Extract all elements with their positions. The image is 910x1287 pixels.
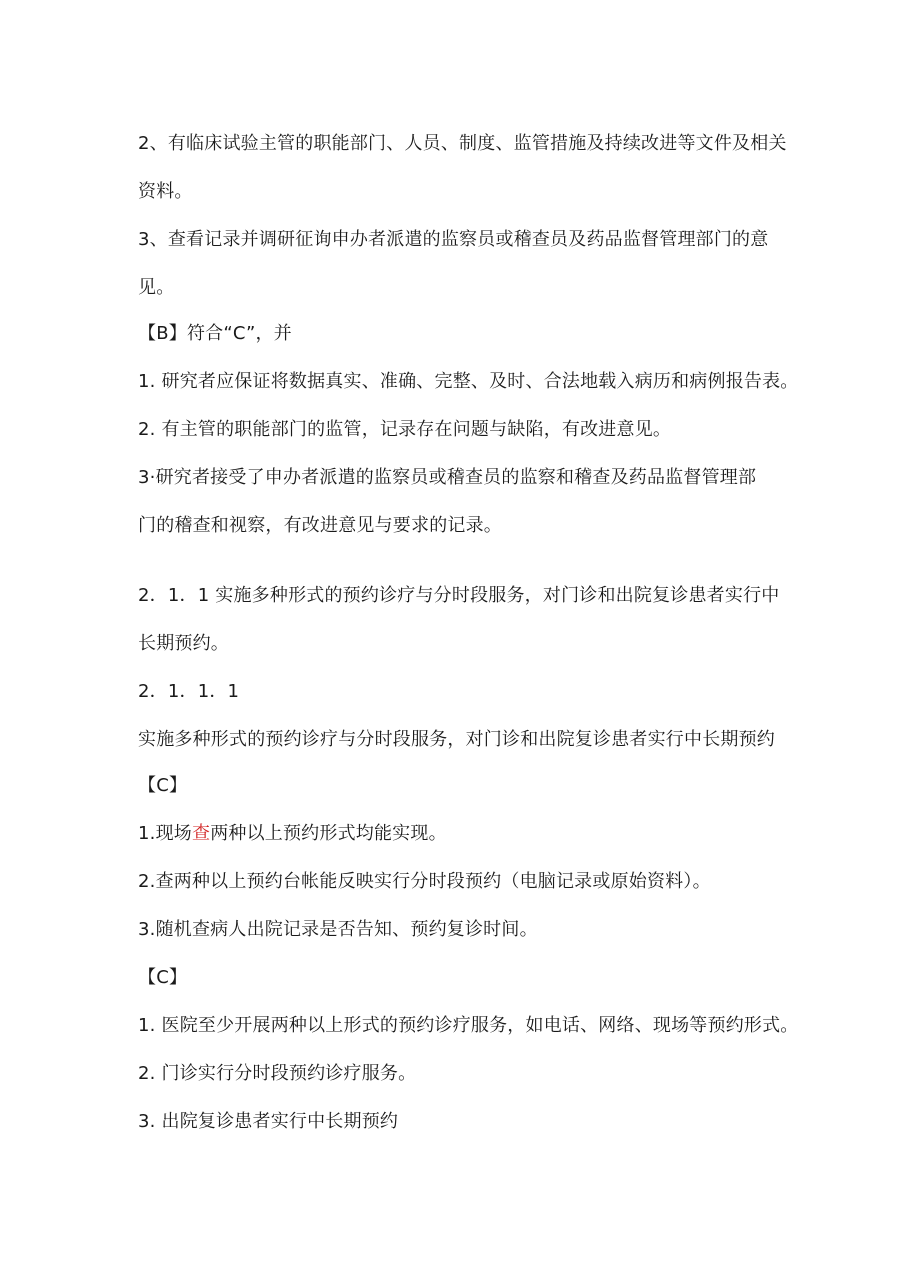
text-line: 2.查两种以上预约台帐能反映实行分时段预约（电脑记录或原始资料）。 xyxy=(138,871,711,892)
text-line: 实施多种形式的预约诊疗与分时段服务，对门诊和出院复诊患者实行中长期预约 xyxy=(138,729,775,750)
text-line: 资料。 xyxy=(138,181,193,202)
text-line: 长期预约。 xyxy=(138,633,229,654)
text-line: 1. 研究者应保证将数据真实、准确、完整、及时、合法地载入病历和病例报告表。 xyxy=(138,371,799,392)
text-line: 2、有临床试验主管的职能部门、人员、制度、监管措施及持续改进等文件及相关 xyxy=(138,133,787,154)
text-line-highlighted xyxy=(138,822,447,846)
subsection-number: 2．1．1．1 xyxy=(138,681,240,702)
text-line: 门的稽查和视察，有改进意见与要求的记录。 xyxy=(138,515,502,536)
text-line: 2. 门诊实行分时段预约诊疗服务。 xyxy=(138,1063,417,1084)
section-heading: 2．1．1 实施多种形式的预约诊疗与分时段服务，对门诊和出院复诊患者实行中 xyxy=(138,585,780,606)
text-after-highlight: 两种以上预约形式均能实现。 xyxy=(210,823,447,844)
text-line: 3·研究者接受了申办者派遣的监察员或稽查员的监察和稽查及药品监督管理部 xyxy=(138,467,757,488)
grade-label: 【C】 xyxy=(138,775,188,796)
text-line: 3、查看记录并调研征询申办者派遣的监察员或稽查员及药品监督管理部门的意 xyxy=(138,229,769,250)
text-line: 1. 医院至少开展两种以上形式的预约诊疗服务，如电话、网络、现场等预约形式。 xyxy=(138,1015,799,1036)
text-line: 3. 出院复诊患者实行中长期预约 xyxy=(138,1111,399,1132)
text-before-highlight: 1.现场 xyxy=(138,823,192,844)
text-line: 3.随机查病人出院记录是否告知、预约复诊时间。 xyxy=(138,919,538,940)
grade-label: 【C】 xyxy=(138,967,188,988)
text-line: 2. 有主管的职能部门的监管，记录存在问题与缺陷，有改进意见。 xyxy=(138,419,672,440)
text-line: 见。 xyxy=(138,277,175,298)
text-line: 【B】符合“C”，并 xyxy=(138,323,292,344)
highlighted-word: 查 xyxy=(191,823,211,844)
